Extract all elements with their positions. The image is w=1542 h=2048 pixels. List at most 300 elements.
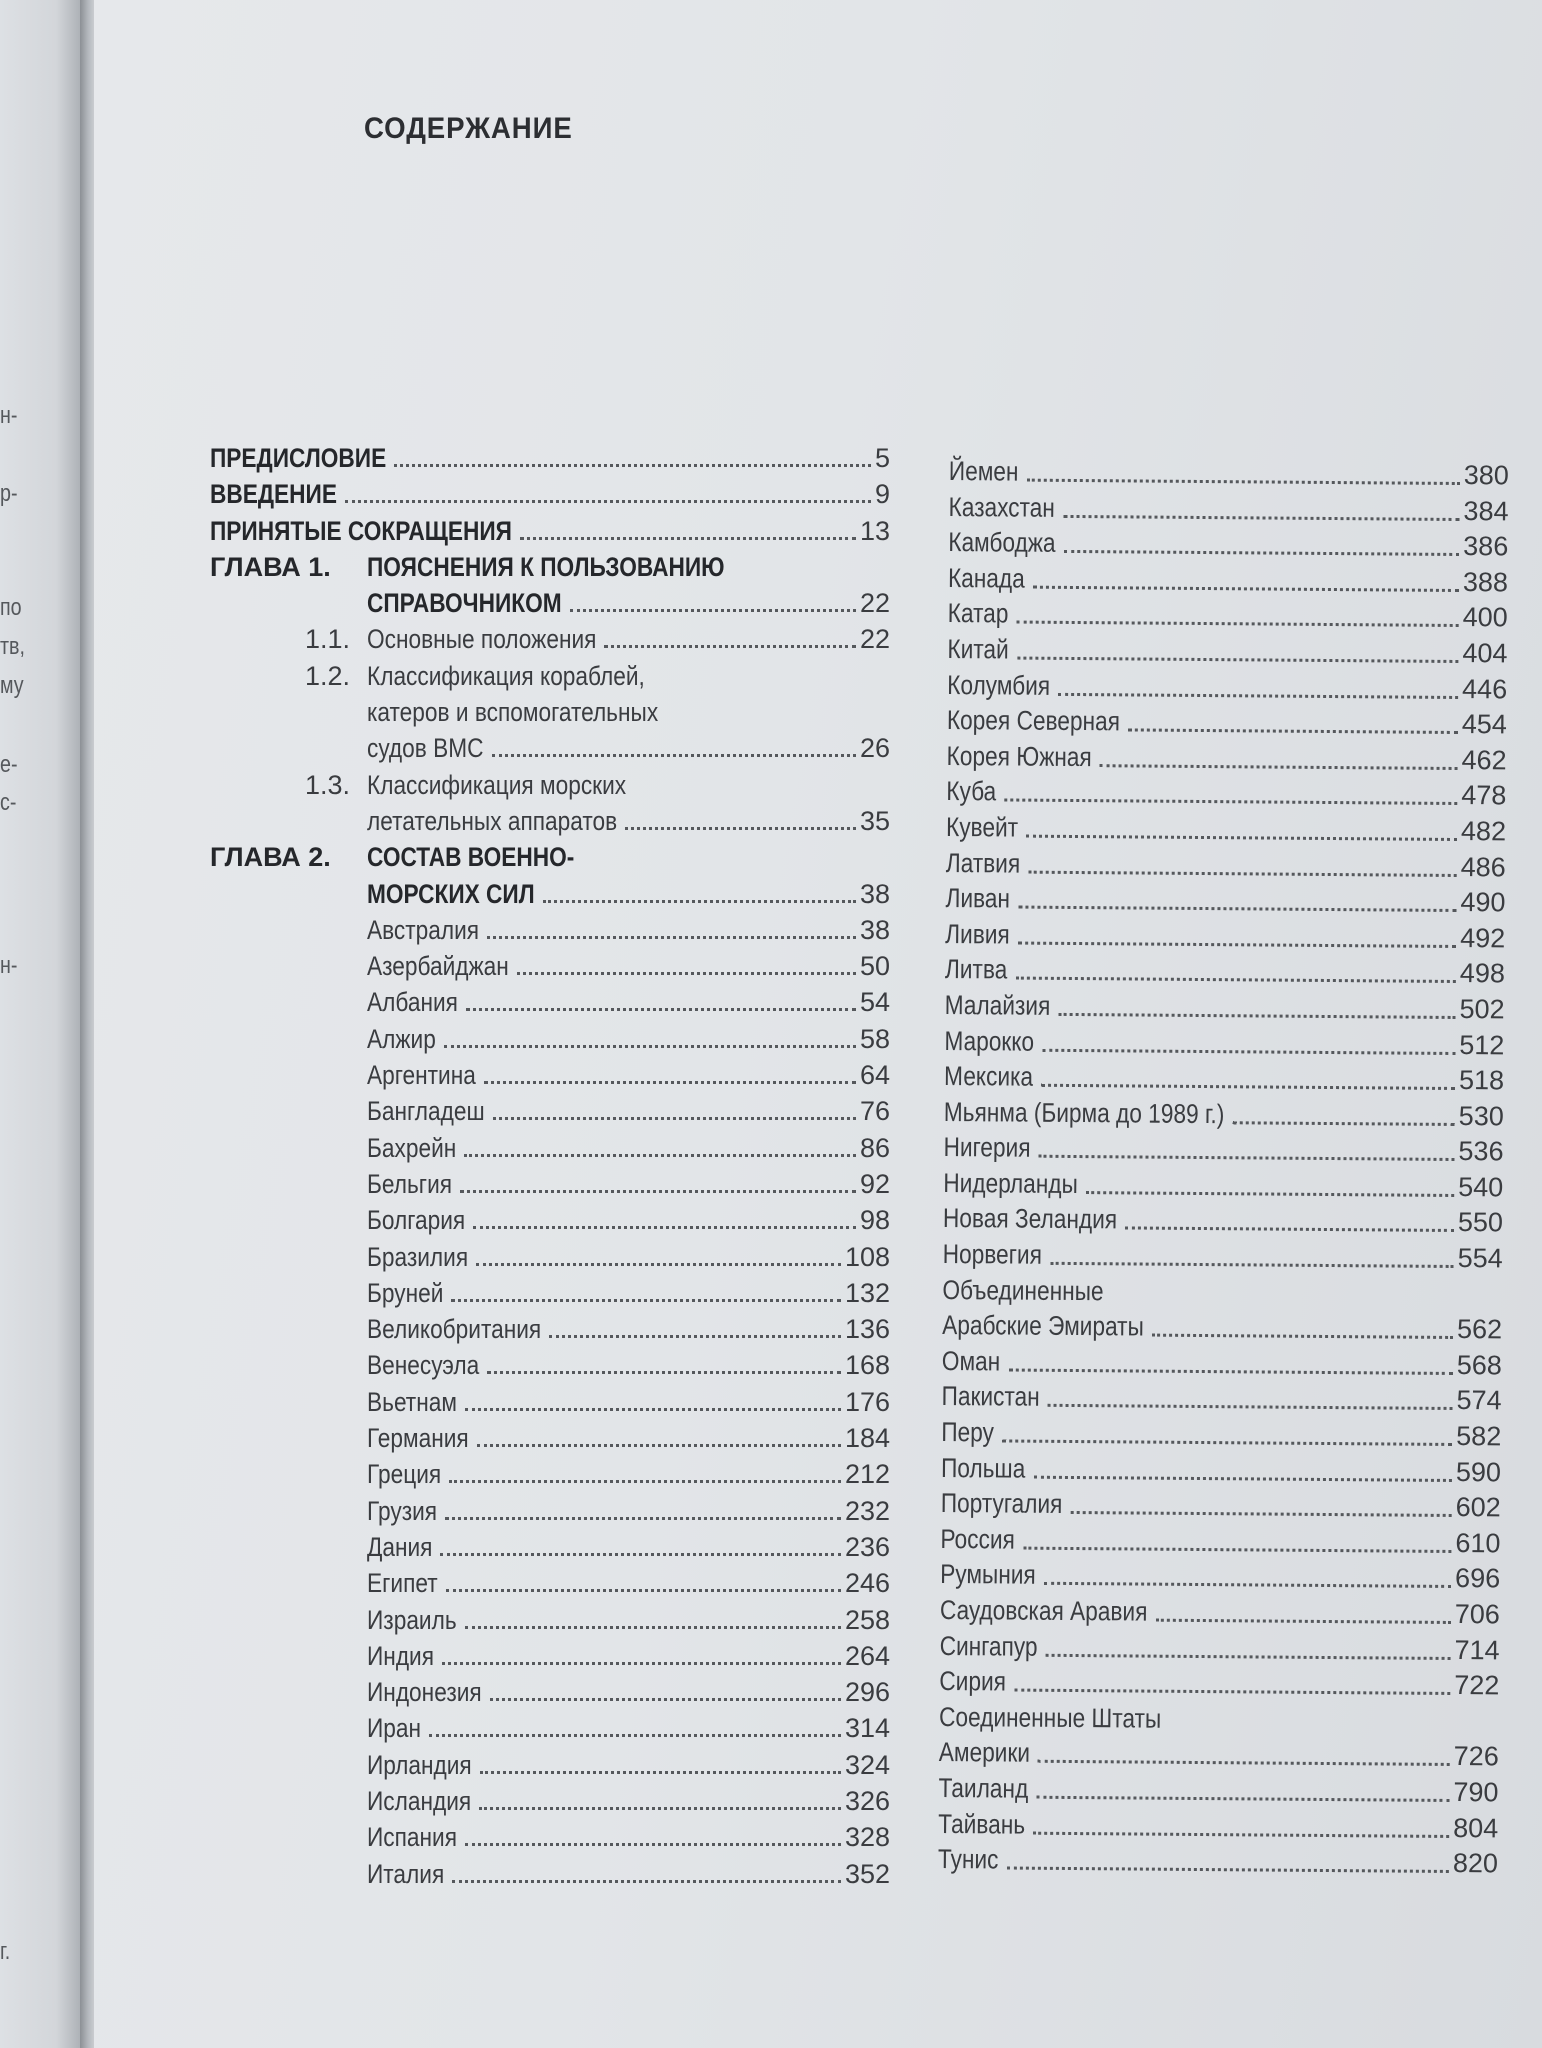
toc-entry-page: 246	[844, 1568, 890, 1599]
toc-entry-page: 38	[859, 878, 890, 909]
toc-entry[interactable]	[945, 917, 1505, 957]
toc-entry[interactable]	[210, 1166, 890, 1202]
toc-entry-title: Сингапур	[939, 1630, 1038, 1662]
dot-leader	[1058, 1013, 1455, 1019]
toc-entry-page: 706	[1454, 1599, 1501, 1630]
toc-entry-page: 518	[1458, 1065, 1505, 1096]
dot-leader	[1023, 1546, 1451, 1552]
dot-leader	[604, 645, 856, 648]
toc-entry[interactable]	[942, 1273, 1502, 1313]
toc-entry-page: 722	[1454, 1670, 1500, 1701]
left-page-fragment: тв,	[0, 633, 25, 660]
dot-leader	[440, 1553, 840, 1556]
toc-entry[interactable]	[210, 803, 890, 839]
toc-entry-title: Бельгия	[367, 1168, 453, 1199]
toc-entry-title: Азербайджан	[367, 951, 509, 982]
toc-entry[interactable]	[938, 1807, 1498, 1847]
toc-entry-title: Тайвань	[938, 1808, 1026, 1840]
toc-entry-title: Пакистан	[941, 1381, 1040, 1413]
toc-entry-title: МОРСКИХ СИЛ	[367, 878, 535, 909]
dot-leader	[490, 1698, 841, 1701]
toc-entry-title: Камбоджа	[948, 527, 1056, 559]
toc-entry[interactable]	[940, 1593, 1500, 1633]
toc-entry-page: 498	[1459, 958, 1506, 989]
toc-entry-title: Канада	[947, 562, 1025, 594]
left-page-fragment: г.	[0, 1938, 11, 1965]
toc-entry-title: Колумбия	[947, 669, 1051, 701]
dot-leader	[477, 1444, 841, 1447]
toc-entry[interactable]	[949, 454, 1509, 494]
toc-entry-page: 610	[1455, 1527, 1501, 1559]
dot-leader	[1039, 1155, 1454, 1161]
toc-entry-page: 454	[1461, 709, 1508, 740]
toc-entry-page: 35	[859, 805, 890, 836]
toc-entry[interactable]	[210, 839, 890, 875]
toc-entry[interactable]	[941, 1379, 1501, 1419]
toc-entry-page: 404	[1462, 638, 1508, 669]
dot-leader	[1064, 550, 1459, 556]
dot-leader	[1048, 1404, 1452, 1410]
toc-entry-page: 554	[1457, 1243, 1503, 1274]
toc-left-column	[210, 440, 890, 1892]
toc-entry-title: Сирия	[939, 1666, 1007, 1697]
toc-entry[interactable]	[210, 948, 890, 984]
toc-entry-title: Алжир	[367, 1023, 436, 1054]
toc-entry-title: Вьетнам	[367, 1386, 457, 1417]
toc-entry-title: СОСТАВ ВОЕННО-	[367, 842, 575, 873]
toc-entry[interactable]	[940, 1557, 1500, 1597]
toc-entry-title: Италия	[367, 1858, 445, 1889]
toc-entry-number: 1.1.	[305, 624, 351, 655]
toc-entry-page: 326	[844, 1785, 890, 1816]
toc-entry[interactable]	[940, 1522, 1500, 1562]
toc-entry-title: Марокко	[944, 1025, 1035, 1057]
toc-right-column	[938, 454, 1509, 1882]
toc-entry[interactable]	[210, 1021, 890, 1057]
dot-leader	[1036, 1796, 1449, 1802]
toc-entry[interactable]	[943, 1201, 1503, 1241]
toc-entry[interactable]	[210, 1638, 890, 1674]
dot-leader	[445, 1517, 841, 1520]
dot-leader	[487, 936, 856, 939]
toc-entry-page: 790	[1453, 1776, 1499, 1808]
toc-entry[interactable]	[210, 1275, 890, 1311]
toc-entry[interactable]	[210, 1202, 890, 1238]
dot-leader	[1125, 1227, 1453, 1233]
toc-entry[interactable]	[943, 1130, 1503, 1170]
toc-entry[interactable]	[947, 668, 1507, 708]
toc-entry[interactable]	[946, 739, 1506, 779]
toc-entry[interactable]	[210, 730, 890, 766]
dot-leader	[464, 1154, 856, 1157]
dot-leader	[345, 500, 871, 503]
toc-entry-title: Бангладеш	[367, 1096, 485, 1127]
toc-entry-page: 492	[1460, 922, 1506, 954]
dot-leader	[476, 1263, 841, 1266]
toc-entry-page: 582	[1456, 1421, 1502, 1452]
toc-entry[interactable]	[210, 1456, 890, 1492]
toc-entry-title: Ирландия	[367, 1749, 472, 1780]
toc-entry[interactable]	[210, 1565, 890, 1601]
toc-entry-title: Польша	[940, 1452, 1026, 1484]
left-page-fragment: с-	[0, 789, 17, 816]
toc-entry-page: 184	[844, 1423, 890, 1454]
toc-entry-title: Дания	[367, 1531, 433, 1562]
toc-entry-title: катеров и вспомогательных	[367, 697, 659, 728]
dot-leader	[1046, 1653, 1450, 1659]
toc-entry-page: 328	[844, 1822, 890, 1853]
toc-entry-page: 388	[1462, 566, 1509, 598]
toc-entry-page: 232	[844, 1495, 890, 1526]
toc-entry[interactable]	[210, 1239, 890, 1275]
toc-entry-page: 86	[859, 1132, 890, 1163]
toc-entry-title: Арабские Эмираты	[942, 1310, 1144, 1342]
toc-entry[interactable]	[939, 1700, 1499, 1740]
toc-entry-title: Индонезия	[367, 1677, 482, 1708]
toc-entry[interactable]	[210, 1493, 890, 1529]
toc-entry-title: Бразилия	[367, 1241, 469, 1272]
toc-entry-title: Саудовская Аравия	[939, 1594, 1148, 1627]
toc-entry[interactable]	[210, 1602, 890, 1638]
toc-entry[interactable]	[939, 1664, 1499, 1704]
toc-entry[interactable]	[944, 1023, 1504, 1063]
toc-entry[interactable]	[942, 1344, 1502, 1384]
toc-entry-title: Новая Зеландия	[942, 1203, 1118, 1235]
toc-entry[interactable]	[210, 876, 890, 912]
toc-entry-title: Латвия	[945, 847, 1021, 879]
toc-entry-title: Основные положения	[367, 624, 597, 655]
dot-leader	[446, 1589, 841, 1592]
left-page-fragment: е-	[0, 751, 18, 778]
toc-entry[interactable]	[210, 1856, 890, 1892]
toc-entry[interactable]	[947, 703, 1507, 743]
dot-leader	[394, 464, 871, 467]
dot-leader	[492, 754, 856, 757]
dot-leader	[1014, 1689, 1450, 1695]
dot-leader	[1018, 906, 1456, 912]
toc-entry-page: 64	[859, 1060, 890, 1091]
toc-entry-page: 76	[859, 1096, 890, 1127]
dot-leader	[520, 537, 856, 540]
dot-leader	[484, 1081, 856, 1084]
toc-entry-page: 136	[844, 1314, 890, 1345]
book-spine	[80, 0, 94, 2048]
toc-entry-page: 380	[1463, 460, 1509, 491]
toc-entry[interactable]	[210, 1747, 890, 1783]
toc-entry-title: Албания	[367, 987, 458, 1018]
toc-entry-page: 38	[859, 914, 890, 945]
toc-entry-title: Болгария	[367, 1205, 466, 1236]
toc-entry-page: 352	[844, 1858, 890, 1889]
left-page-fragment: н-	[0, 952, 18, 979]
toc-entry[interactable]	[210, 658, 890, 694]
toc-entry-page: 574	[1456, 1385, 1502, 1416]
toc-entry[interactable]	[942, 1308, 1502, 1348]
toc-entry-title: Венесуэла	[367, 1350, 480, 1381]
toc-entry-title: Казахстан	[948, 491, 1055, 523]
toc-entry-page: 462	[1461, 744, 1507, 776]
toc-entry-page: 176	[844, 1386, 890, 1417]
toc-entry[interactable]	[941, 1415, 1501, 1455]
dot-leader	[1152, 1334, 1453, 1339]
dot-leader	[549, 1335, 841, 1338]
dot-leader	[1034, 1475, 1452, 1481]
toc-entry-title: Австралия	[367, 914, 480, 945]
toc-entry[interactable]	[948, 561, 1508, 601]
toc-entry-title: Израиль	[367, 1604, 457, 1635]
toc-entry-title: Классификация кораблей,	[367, 660, 645, 691]
toc-entry-page: 5	[874, 443, 890, 473]
toc-entry-title: Исландия	[367, 1785, 472, 1816]
dot-leader	[1015, 977, 1455, 983]
dot-leader	[570, 609, 856, 612]
toc-entry-page: 296	[844, 1677, 890, 1708]
toc-entry-title: Корея Южная	[946, 740, 1092, 772]
toc-entry[interactable]	[944, 1095, 1504, 1135]
dot-leader	[1018, 941, 1456, 947]
dot-leader	[1063, 514, 1459, 520]
toc-entry-page: 9	[874, 479, 890, 510]
toc-entry-title: Объединенные	[942, 1274, 1104, 1306]
toc-entry[interactable]	[210, 1819, 890, 1855]
dot-leader	[625, 827, 856, 830]
toc-entry-page: 602	[1455, 1492, 1501, 1523]
dot-leader	[465, 1408, 841, 1411]
toc-entry[interactable]	[210, 476, 890, 512]
dot-leader	[460, 1190, 856, 1193]
toc-entry-page: 22	[859, 624, 890, 655]
dot-leader	[1033, 1831, 1449, 1837]
toc-entry-page: 22	[859, 588, 890, 619]
toc-entry[interactable]	[941, 1451, 1501, 1491]
dot-leader	[449, 1480, 841, 1483]
left-page-fragment: р-	[0, 480, 18, 507]
dot-leader	[1044, 1582, 1451, 1588]
toc-entry-page: 512	[1459, 1029, 1505, 1060]
toc-entry[interactable]	[210, 1057, 890, 1093]
dot-leader	[429, 1734, 841, 1737]
toc-entry[interactable]	[210, 440, 890, 476]
toc-entry-title: Китай	[947, 633, 1009, 665]
toc-entry-title: летательных аппаратов	[367, 805, 618, 836]
toc-entry[interactable]	[944, 1059, 1504, 1099]
toc-entry-title: Классификация морских	[367, 769, 627, 800]
dot-leader	[1017, 657, 1458, 663]
toc-entry-title: судов ВМС	[367, 733, 484, 764]
toc-entry[interactable]	[941, 1486, 1501, 1526]
toc-entry-number: 1.2.	[305, 660, 351, 691]
toc-entry-page: 482	[1460, 815, 1507, 847]
toc-entry[interactable]	[210, 984, 890, 1020]
toc-entry-page: 58	[859, 1023, 890, 1054]
page-title: СОДЕРЖАНИЕ	[364, 112, 573, 145]
dot-leader	[466, 1008, 856, 1011]
toc-entry[interactable]	[945, 881, 1505, 921]
toc-entry-title: Ливан	[945, 883, 1011, 914]
toc-entry-page: 132	[844, 1277, 890, 1308]
toc-entry-title: Таиланд	[938, 1772, 1029, 1804]
toc-entry-page: 168	[844, 1350, 890, 1381]
toc-entry[interactable]	[210, 1384, 890, 1420]
toc-entry-title: Америки	[938, 1737, 1031, 1769]
toc-entry-title: Мексика	[943, 1061, 1034, 1092]
toc-entry-page: 400	[1462, 602, 1508, 633]
toc-entry[interactable]	[210, 767, 890, 803]
toc-entry-title: Бахрейн	[367, 1132, 457, 1163]
dot-leader	[543, 900, 856, 903]
toc-entry-title: Нигерия	[943, 1132, 1031, 1163]
toc-entry[interactable]	[210, 1710, 890, 1746]
dot-leader	[1128, 729, 1457, 735]
toc-entry-title: ПРЕДИСЛОВИЕ	[210, 443, 387, 473]
toc-entry-page: 54	[859, 987, 890, 1018]
toc-entry[interactable]	[945, 988, 1505, 1028]
toc-entry[interactable]	[210, 1311, 890, 1347]
toc-entry-page: 502	[1459, 993, 1505, 1025]
dot-leader	[1038, 1760, 1449, 1766]
toc-entry-page: 726	[1453, 1741, 1499, 1772]
left-page-fragment: по	[0, 594, 22, 621]
toc-entry[interactable]	[945, 952, 1505, 992]
toc-entry-page: 386	[1463, 531, 1509, 562]
toc-entry-page: 92	[859, 1168, 890, 1199]
dot-leader	[1041, 1084, 1454, 1090]
dot-leader	[1071, 1511, 1452, 1517]
toc-entry[interactable]	[210, 1783, 890, 1819]
contents-page	[94, 0, 1542, 2048]
toc-entry-title: Корея Северная	[946, 705, 1121, 737]
toc-entry[interactable]	[210, 1529, 890, 1565]
toc-entry-page: 568	[1456, 1349, 1502, 1381]
toc-entry-page: 478	[1461, 780, 1507, 811]
toc-entry-page: 562	[1456, 1314, 1503, 1345]
toc-entry[interactable]	[210, 1674, 890, 1710]
dot-leader	[480, 1771, 841, 1774]
toc-entry-page: 590	[1455, 1456, 1502, 1487]
toc-entry[interactable]	[948, 596, 1508, 636]
adjacent-page	[0, 0, 80, 2048]
toc-entry-title: Бруней	[367, 1277, 444, 1308]
toc-entry-page: 486	[1460, 851, 1506, 882]
toc-entry[interactable]	[948, 525, 1508, 565]
dot-leader	[465, 1626, 841, 1629]
toc-entry[interactable]	[947, 632, 1507, 672]
left-page-fragment: му	[0, 672, 24, 699]
toc-entry[interactable]	[210, 549, 890, 585]
dot-leader	[1007, 1867, 1449, 1873]
toc-entry-title: СПРАВОЧНИКОМ	[367, 588, 562, 619]
dot-leader	[1033, 585, 1459, 591]
toc-entry-title: Мьянма (Бирма до 1989 г.)	[943, 1096, 1225, 1129]
toc-entry-title: Йемен	[948, 455, 1019, 487]
toc-entry-title: Германия	[367, 1423, 469, 1454]
dot-leader	[465, 1843, 841, 1846]
toc-entry-page: 324	[844, 1749, 890, 1780]
toc-entry-title: Тунис	[937, 1844, 999, 1875]
toc-entry[interactable]	[948, 490, 1508, 530]
toc-entry-title: Нидерланды	[943, 1167, 1079, 1199]
toc-entry[interactable]	[210, 585, 890, 621]
toc-entry-title: Куба	[946, 776, 997, 807]
toc-entry[interactable]	[946, 810, 1506, 850]
toc-entry-title: ПОЯСНЕНИЯ К ПОЛЬЗОВАНИЮ	[367, 551, 725, 582]
toc-entry-title: Малайзия	[944, 989, 1051, 1021]
toc-entry[interactable]	[210, 1093, 890, 1129]
toc-entry[interactable]	[943, 1166, 1503, 1206]
toc-entry-number: ГЛАВА 1.	[210, 551, 331, 582]
toc-entry-title: ВВЕДЕНИЕ	[210, 479, 337, 510]
toc-entry[interactable]	[210, 621, 890, 657]
toc-entry-title: Иран	[367, 1713, 422, 1744]
toc-entry-title: Соединенные Штаты	[938, 1701, 1162, 1734]
toc-entry-page: 490	[1460, 887, 1506, 918]
toc-entry-title: Португалия	[940, 1488, 1063, 1520]
dot-leader	[1058, 692, 1457, 698]
dot-leader	[452, 1880, 841, 1883]
dot-leader	[444, 1045, 856, 1048]
toc-entry-title: Румыния	[940, 1559, 1036, 1591]
toc-entry-title: Катар	[947, 598, 1009, 629]
toc-entry-page: 314	[844, 1713, 890, 1744]
dot-leader	[1008, 1368, 1452, 1374]
toc-entry[interactable]	[938, 1771, 1498, 1811]
toc-entry-title: Норвегия	[942, 1239, 1043, 1270]
toc-entry[interactable]	[938, 1842, 1498, 1882]
toc-entry[interactable]	[210, 1347, 890, 1383]
toc-entry-title: Ливия	[945, 918, 1010, 950]
dot-leader	[1004, 799, 1456, 806]
dot-leader	[517, 972, 856, 975]
toc-entry-page: 13	[859, 515, 890, 546]
toc-entry-title: Египет	[367, 1568, 438, 1599]
toc-entry[interactable]	[943, 1237, 1503, 1277]
toc-entry-page: 108	[844, 1241, 890, 1272]
toc-entry-page: 714	[1454, 1634, 1500, 1665]
dot-leader	[473, 1226, 856, 1229]
toc-entry[interactable]	[939, 1735, 1499, 1775]
toc-entry-title: Оман	[941, 1345, 1001, 1377]
toc-entry[interactable]	[939, 1629, 1499, 1669]
toc-entry-title: Литва	[944, 954, 1008, 985]
toc-entry-page: 236	[844, 1531, 890, 1562]
dot-leader	[1156, 1619, 1451, 1624]
toc-entry[interactable]	[946, 846, 1506, 886]
toc-entry-title: ПРИНЯТЫЕ СОКРАЩЕНИЯ	[210, 515, 512, 546]
dot-leader	[1028, 870, 1456, 876]
left-page-fragment: н-	[0, 402, 18, 429]
toc-entry-page: 696	[1455, 1563, 1501, 1594]
toc-entry-page: 536	[1458, 1136, 1504, 1167]
toc-entry-page: 446	[1461, 673, 1508, 704]
toc-entry-title: Аргентина	[367, 1060, 476, 1091]
toc-entry[interactable]	[210, 1130, 890, 1166]
toc-entry-title: Великобритания	[367, 1314, 542, 1345]
toc-entry[interactable]	[210, 1420, 890, 1456]
dot-leader	[487, 1371, 841, 1374]
toc-entry-page: 258	[844, 1604, 890, 1635]
dot-leader	[1027, 479, 1460, 485]
toc-entry[interactable]	[210, 513, 890, 549]
toc-entry[interactable]	[946, 774, 1506, 814]
dot-leader	[1086, 1191, 1454, 1197]
toc-entry-page: 212	[844, 1459, 890, 1490]
dot-leader	[493, 1117, 856, 1120]
toc-entry[interactable]	[210, 912, 890, 948]
toc-entry-title: Греция	[367, 1459, 442, 1490]
toc-entry-title: Индия	[367, 1640, 435, 1671]
toc-entry-title: Испания	[367, 1822, 458, 1853]
toc-entry[interactable]	[210, 694, 890, 730]
